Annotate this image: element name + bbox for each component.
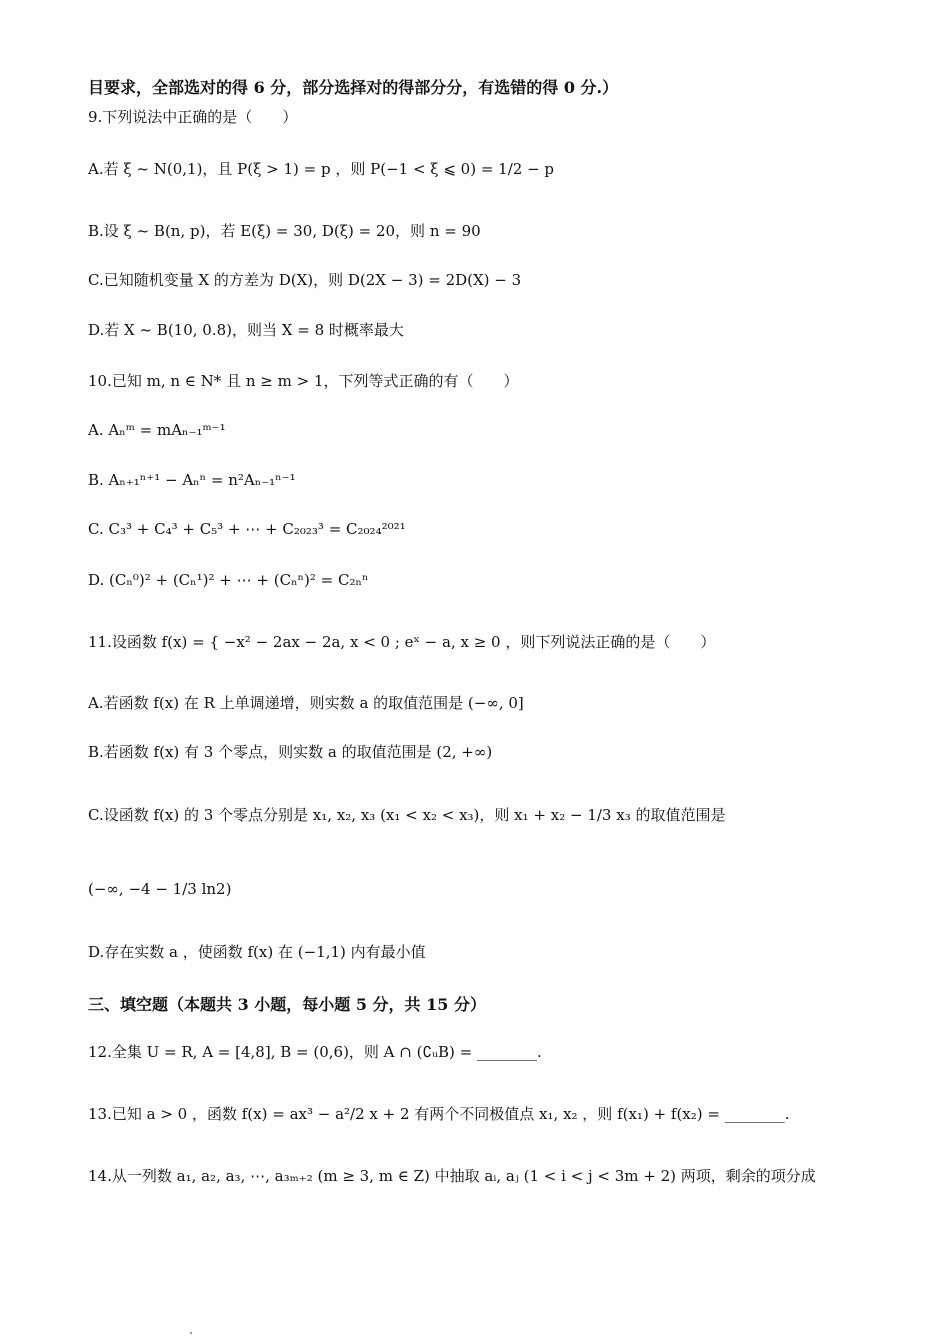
q11-option-b: B.若函数 f(x) 有 3 个零点，则实数 a 的取值范围是 (2, +∞)	[88, 743, 493, 761]
q9-option-a: A.若 ξ ~ N(0,1)，且 P(ξ > 1) = p ，则 P(−1 < ξ ⩽ 0) = 1/2 − p	[88, 160, 555, 178]
q11-option-d: D.存在实数 a ，使函数 f(x) 在 (−1,1) 内有最小值	[88, 943, 426, 961]
q9-option-b: B.设 ξ ~ B(n, p)，若 E(ξ) = 30, D(ξ) = 20，则 n = 90	[88, 222, 481, 240]
q10-option-d: D. (Cₙ⁰)² + (Cₙ¹)² + ⋯ + (Cₙⁿ)² = C₂ₙⁿ	[88, 571, 369, 589]
question-13: 13.已知 a > 0 ，函数 f(x) = ax³ − a²/2 x + 2 有两个不同极值点 x₁, x₂ ，则 f(x₁) + f(x₂) = ________.	[88, 1105, 790, 1123]
q10-option-b: B. Aₙ₊₁ⁿ⁺¹ − Aₙⁿ = n²Aₙ₋₁ⁿ⁻¹	[88, 471, 296, 489]
question-14: 14.从一列数 a₁, a₂, a₃, ⋯, a₃ₘ₊₂ (m ≥ 3, m ∈ Z) 中抽取 aᵢ, aⱼ (1 < i < j < 3m + 2) 两项，剩余的项分成	[88, 1167, 816, 1185]
question-11: 11.设函数 f(x) = { −x² − 2ax − 2a, x < 0 ; eˣ − a, x ≥ 0 ，则下列说法正确的是（ ）	[88, 633, 716, 651]
question-12: 12.全集 U = R, A = [4,8], B = (0,6)，则 A ∩ (∁ᵤB) = ________.	[88, 1043, 542, 1061]
question-9: 9.下列说法中正确的是（ ）	[88, 108, 298, 126]
q9-option-d: D.若 X ~ B(10, 0.8)，则当 X = 8 时概率最大	[88, 321, 404, 339]
q10-option-a: A. Aₙᵐ = mAₙ₋₁ᵐ⁻¹	[88, 421, 226, 439]
page-mark	[190, 1332, 192, 1334]
question-10: 10.已知 m, n ∈ N* 且 n ≥ m > 1，下列等式正确的有（ ）	[88, 372, 519, 390]
q11-option-c: C.设函数 f(x) 的 3 个零点分别是 x₁, x₂, x₃ (x₁ < x₂ < x₃)，则 x₁ + x₂ − 1/3 x₃ 的取值范围是	[88, 806, 726, 824]
q9-option-c: C.已知随机变量 X 的方差为 D(X)，则 D(2X − 3) = 2D(X) − 3	[88, 271, 522, 289]
q10-option-c: C. C₃³ + C₄³ + C₅³ + ⋯ + C₂₀₂₃³ = C₂₀₂₄²⁰²¹	[88, 520, 406, 538]
section-note: 目要求，全部选对的得 6 分，部分选择对的得部分分，有选错的得 0 分.）	[88, 78, 619, 97]
section-3-heading: 三、填空题（本题共 3 小题，每小题 5 分，共 15 分）	[88, 995, 486, 1014]
q11-option-c-range: (−∞, −4 − 1/3 ln2)	[88, 880, 232, 898]
q11-option-a: A.若函数 f(x) 在 R 上单调递增，则实数 a 的取值范围是 (−∞, 0]	[88, 694, 524, 712]
